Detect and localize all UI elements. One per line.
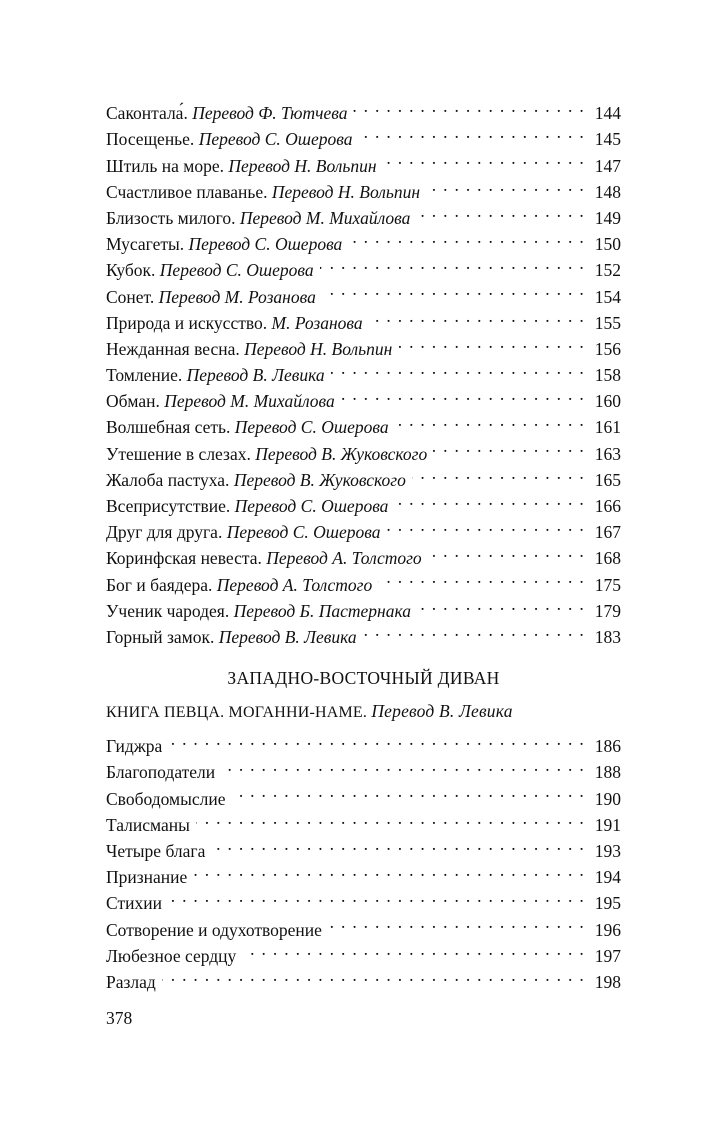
dot-leader — [162, 962, 585, 988]
entry-title: Штиль на море. — [106, 155, 224, 176]
dot-leader — [353, 93, 585, 119]
entry-title: Близость милого. — [106, 207, 236, 228]
dot-leader — [331, 355, 585, 381]
entry-page: 144 — [594, 103, 621, 124]
entry-page: 158 — [594, 365, 621, 386]
entry-title: Посещенье. — [106, 129, 195, 150]
dot-leader — [383, 145, 585, 171]
entry-page: 165 — [594, 469, 621, 490]
dot-leader — [363, 617, 585, 643]
entry-translator: Перевод Б. Пастернака — [233, 600, 411, 621]
entry-translator: М. Розанова — [271, 312, 363, 333]
subsection-heading — [106, 701, 513, 722]
entry-title-group — [106, 414, 395, 440]
entry-title-group — [106, 362, 331, 388]
entry-title: Бог и баядера. — [106, 574, 213, 595]
entry-title: Коринфская невеста. — [106, 548, 262, 569]
entry-title-group — [106, 388, 341, 414]
entry-page: 148 — [594, 181, 621, 202]
entry-title: Четыре блага — [106, 840, 206, 861]
dot-leader — [369, 303, 585, 329]
entry-title: Гиджра — [106, 736, 163, 757]
entry-translator: Перевод С. Ошерова — [198, 129, 353, 150]
entry-translator: Перевод М. Розанова — [158, 286, 316, 307]
entry-title: Друг для друга. — [106, 522, 223, 543]
entry-title: Любезное сердцу — [106, 945, 237, 966]
toc-entry — [106, 909, 621, 940]
entry-title: Признание — [106, 867, 188, 888]
entry-title-group — [106, 493, 394, 519]
entry-page: 160 — [594, 391, 621, 412]
entry-translator: Перевод С. Ошерова — [188, 234, 343, 255]
entry-title: Благоподатели — [106, 762, 216, 783]
page-number: 378 — [106, 1008, 133, 1028]
dot-leader — [398, 329, 585, 355]
entry-title-group — [106, 733, 168, 759]
toc-list-bottom — [106, 726, 621, 992]
dot-leader — [378, 564, 585, 590]
entry-title-group — [106, 519, 387, 545]
entry-title-group — [106, 624, 363, 650]
entry-page: 196 — [594, 919, 621, 940]
dot-leader — [341, 381, 585, 407]
entry-translator: Перевод С. Ошерова — [234, 496, 389, 516]
entry-title: Волшебная сеть. — [106, 417, 231, 438]
entry-page: 168 — [594, 548, 621, 569]
dot-leader — [211, 831, 585, 857]
toc-list-top — [106, 93, 621, 647]
dot-leader — [221, 752, 585, 778]
entry-translator: Перевод С. Ошерова — [234, 417, 389, 438]
entry-title-group — [106, 257, 320, 283]
entry-title-group — [106, 969, 162, 995]
entry-page: 175 — [594, 574, 621, 595]
entry-title: Саконтала́. — [106, 103, 188, 124]
dot-leader — [412, 460, 585, 486]
entry-title: Кубок. — [106, 260, 156, 281]
entry-title-group — [106, 284, 322, 310]
entry-title-group — [106, 467, 412, 493]
entry-page: 188 — [594, 762, 621, 783]
dot-leader — [428, 538, 585, 564]
entry-page: 198 — [594, 971, 621, 992]
entry-page: 193 — [594, 840, 621, 861]
dot-leader — [417, 591, 585, 617]
entry-page: 195 — [594, 893, 621, 914]
entry-translator: Перевод С. Ошерова — [159, 260, 314, 281]
dot-leader — [232, 778, 585, 804]
entry-title-group — [106, 231, 348, 257]
entry-title: Сотворение и одухотворение — [106, 919, 322, 940]
entry-page: 166 — [594, 496, 621, 516]
entry-translator: Перевод В. Жуковского — [255, 443, 428, 464]
dot-leader — [196, 805, 585, 831]
entry-page: 191 — [594, 814, 621, 835]
entry-page: 149 — [594, 207, 621, 228]
entry-title-group — [106, 441, 433, 467]
entry-title: Жалоба пастуха. — [106, 469, 230, 490]
entry-title-group — [106, 153, 383, 179]
entry-title: Всеприсутствие. — [106, 496, 231, 516]
entry-title: Счастливое плаванье. — [106, 181, 268, 202]
entry-title-group — [106, 572, 378, 598]
toc-entry — [106, 883, 621, 914]
toc-entry — [106, 726, 621, 757]
entry-translator: Перевод М. Михайлова — [164, 391, 335, 412]
entry-page: 154 — [594, 286, 621, 307]
dot-leader — [348, 224, 585, 250]
entry-translator: Перевод А. Толстого — [216, 574, 373, 595]
entry-title: Свободомыслие — [106, 788, 226, 809]
entry-title-group — [106, 179, 426, 205]
entry-translator: Перевод А. Толстого — [266, 548, 422, 569]
entry-title: Утешение в слезах. — [106, 443, 251, 464]
entry-page: 194 — [594, 867, 621, 888]
entry-title: Нежданная весна. — [106, 338, 240, 359]
entry-page: 190 — [594, 788, 621, 809]
dot-leader — [168, 883, 585, 909]
entry-title: Томление. — [106, 365, 183, 386]
entry-page: 161 — [594, 417, 621, 438]
dot-leader — [394, 486, 585, 512]
entry-page: 183 — [594, 626, 621, 647]
entry-title-group — [106, 310, 369, 336]
entry-translator: Перевод Ф. Тютчева — [192, 103, 348, 124]
entry-title: Мусагеты. — [106, 234, 185, 255]
entry-page: 150 — [594, 234, 621, 255]
entry-page: 145 — [594, 129, 621, 150]
entry-translator: Перевод Н. Вольпин — [271, 181, 421, 202]
entry-title: Стихии — [106, 893, 162, 914]
entry-page: 152 — [594, 260, 621, 281]
dot-leader — [416, 198, 585, 224]
dot-leader — [322, 276, 585, 302]
dot-leader — [359, 119, 586, 145]
subsection-translator: Перевод В. Левика — [371, 701, 513, 721]
entry-translator: Перевод В. Жуковского — [233, 469, 406, 490]
entry-title-group — [106, 126, 359, 152]
dot-leader — [433, 433, 585, 459]
dot-leader — [426, 172, 585, 198]
entry-title: Сонет. — [106, 286, 155, 307]
dot-leader — [242, 936, 585, 962]
entry-title-group — [106, 759, 221, 785]
entry-title-group — [106, 890, 168, 916]
dot-leader — [320, 250, 585, 276]
entry-title: Горный замок. — [106, 626, 215, 647]
entry-translator: Перевод Н. Вольпин — [228, 155, 377, 176]
entry-title: Разлад — [106, 971, 156, 992]
entry-translator: Перевод Н. Вольпин — [244, 338, 393, 359]
entry-page: 167 — [594, 522, 621, 543]
entry-page: 163 — [594, 443, 621, 464]
toc-entry — [106, 93, 621, 124]
entry-page: 156 — [594, 338, 621, 359]
dot-leader — [395, 407, 585, 433]
dot-leader — [168, 726, 585, 752]
entry-title: Ученик чародея. — [106, 600, 230, 621]
dot-leader — [387, 512, 585, 538]
entry-title-group — [106, 100, 353, 126]
toc-entry — [106, 752, 621, 783]
subsection-title: КНИГА ПЕВЦА. МОГАННИ-НАМЕ. — [106, 704, 368, 721]
entry-title: Талисманы — [106, 814, 190, 835]
entry-page: 155 — [594, 312, 621, 333]
section-heading: ЗАПАДНО-ВОСТОЧНЫЙ ДИВАН — [227, 668, 500, 688]
entry-title: Природа и искусство. — [106, 312, 268, 333]
entry-translator: Перевод В. Левика — [186, 365, 325, 386]
entry-page: 179 — [594, 600, 621, 621]
entry-page: 147 — [594, 155, 621, 176]
dot-leader — [328, 909, 585, 935]
entry-page: 197 — [594, 945, 621, 966]
entry-page: 186 — [594, 736, 621, 757]
toc-entry — [106, 962, 621, 992]
entry-translator: Перевод М. Михайлова — [239, 207, 411, 228]
dot-leader — [193, 857, 585, 883]
entry-translator: Перевод В. Левика — [218, 626, 357, 647]
entry-translator: Перевод С. Ошерова — [226, 522, 381, 543]
entry-title: Обман. — [106, 391, 160, 412]
entry-title-group — [106, 812, 196, 838]
